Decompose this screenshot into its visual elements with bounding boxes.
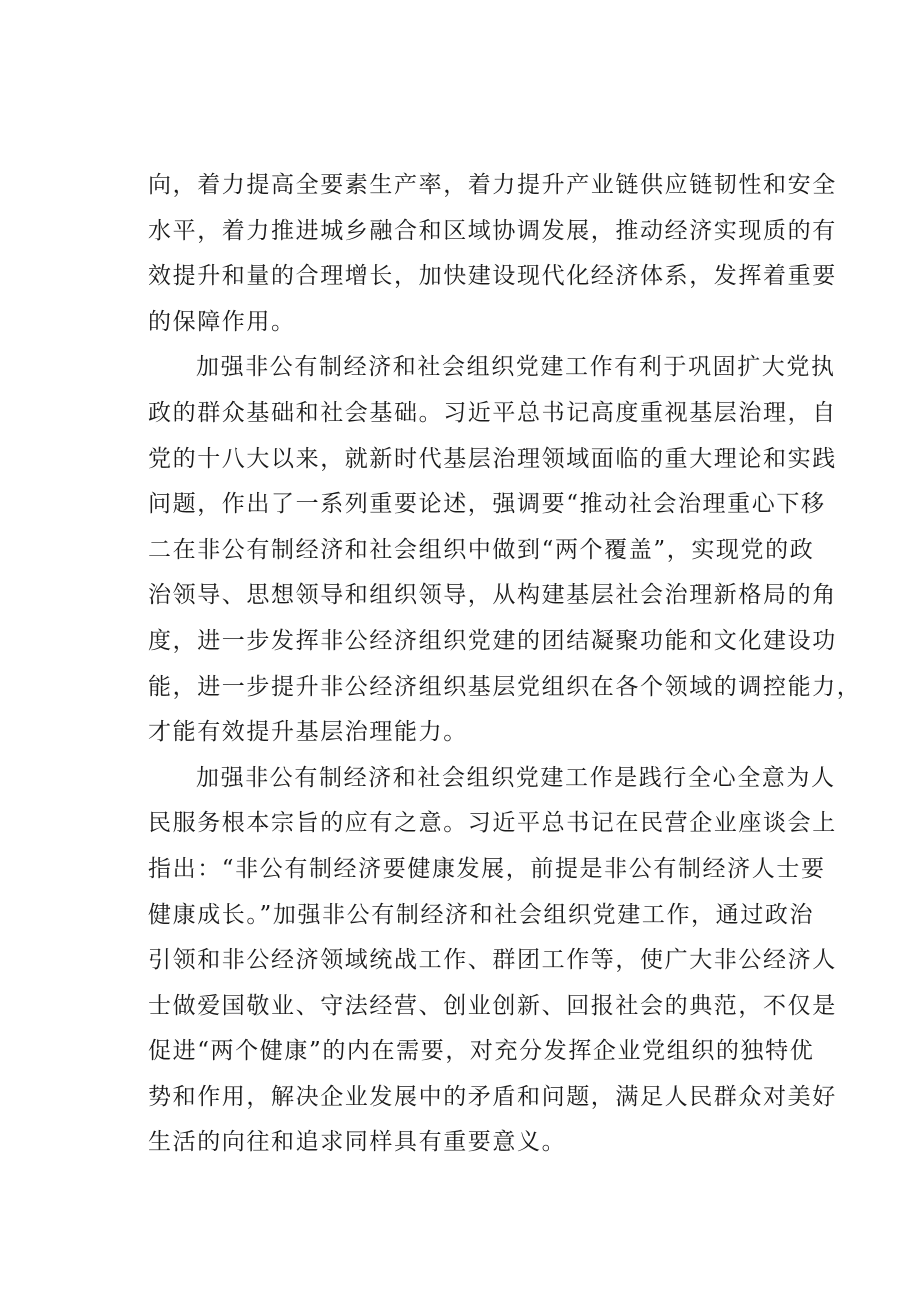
text-line: 加强非公有制经济和社会组织党建工作有利于巩固扩大党执 xyxy=(196,354,836,381)
paragraph-2 xyxy=(148,345,862,755)
text-line: 问题，作出了一系列重要论述，强调要“推动社会治理重心下移 xyxy=(148,491,826,518)
text-line: 才能有效提升基层治理能力。 xyxy=(148,719,468,746)
text-line: 二在非公有制经济和社会组织中做到“两个覆盖”，实现党的政 xyxy=(148,536,815,563)
text-line: 党的十八大以来，就新时代基层治理领域面临的重大理论和实践 xyxy=(148,445,837,472)
paragraph-3 xyxy=(148,756,837,1166)
text-line: 加强非公有制经济和社会组织党建工作是践行全心全意为人 xyxy=(196,764,836,791)
text-line: 水平，着力推进城乡融合和区域协调发展，推动经济实现质的有 xyxy=(148,217,837,244)
text-line: 士做爱国敬业、守法经营、创业创新、回报社会的典范，不仅是 xyxy=(148,992,837,1019)
text-line: 能，进一步提升非公经济组织基层党组织在各个领域的调控能力， xyxy=(148,673,862,700)
text-line: 向，着力提高全要素生产率，着力提升产业链供应链韧性和安全 xyxy=(148,172,837,198)
text-line: 的保障作用。 xyxy=(148,308,296,335)
text-line: 治领导、思想领导和组织领导，从构建基层社会治理新格局的角 xyxy=(148,582,837,609)
text-line: 生活的向往和追求同样具有重要意义。 xyxy=(148,1129,567,1156)
text-line: 政的群众基础和社会基础。习近平总书记高度重视基层治理，自 xyxy=(148,399,837,426)
paragraph-1 xyxy=(148,163,837,345)
text-line: 势和作用，解决企业发展中的矛盾和问题，满足人民群众对美好 xyxy=(148,1083,837,1110)
text-line: 民服务根本宗旨的应有之意。习近平总书记在民营企业座谈会上 xyxy=(148,810,837,837)
text-line: 度，进一步发挥非公经济组织党建的团结凝聚功能和文化建设功 xyxy=(148,627,837,654)
text-line: 促进“两个健康”的内在需要，对充分发挥企业党组织的独特优 xyxy=(148,1038,815,1065)
text-line: 指出：“非公有制经济要健康发展，前提是非公有制经济人士要 xyxy=(148,855,826,882)
text-line: 健康成长。”加强非公有制经济和社会组织党建工作，通过政治 xyxy=(148,901,815,928)
body-text xyxy=(148,163,862,1166)
text-line: 效提升和量的合理增长，加快建设现代化经济体系，发挥着重要 xyxy=(148,263,837,290)
text-line: 引领和非公经济领域统战工作、群团工作等，使广大非公经济人 xyxy=(148,947,837,974)
